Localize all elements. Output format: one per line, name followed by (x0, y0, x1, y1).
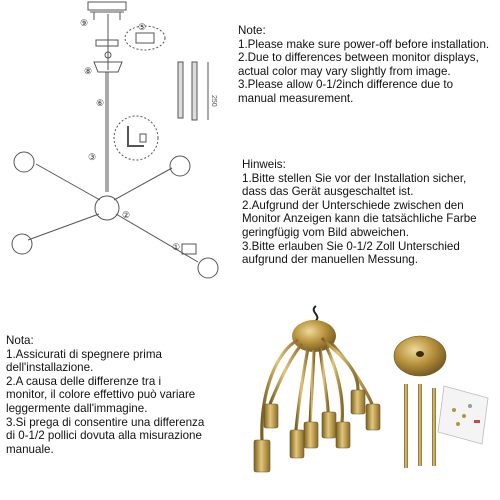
callout-6: ⑥ (96, 98, 105, 108)
sockets (254, 390, 380, 472)
note-line: di 0-1/2 pollici dovuta alla misurazione (6, 429, 202, 443)
arm-upper-right (114, 168, 172, 200)
note-heading: Note: (238, 24, 266, 37)
note-line: 2.A causa delle differenze tra i (6, 374, 162, 388)
note-heading: Nota: (6, 334, 34, 347)
bulb (12, 234, 32, 254)
callout-3: ③ (88, 152, 97, 162)
note-line: monitor, il colore effettivo può variare (6, 388, 196, 402)
callout-9: ⑨ (80, 18, 89, 28)
arm-upper-left (36, 164, 100, 200)
note-line: 1.Please make sure power-off before installation. (238, 37, 490, 51)
chandelier-photo (238, 300, 500, 500)
italian-note (6, 334, 238, 456)
hardware-bag (438, 386, 488, 444)
note-line: Monitor Anzeigen kann die tatsächliche Farbe (242, 212, 477, 226)
note-line: 1.Assicurati di spegnere prima (6, 347, 162, 361)
bulb (198, 258, 218, 278)
ceiling-plate (88, 2, 126, 10)
note-line: 3.Bitte erlauben Sie 0-1/2 Zoll Unterschied (242, 239, 460, 253)
arm-lower-right (116, 214, 198, 262)
note-line: 1.Bitte stellen Sie vor der Installation sicher, (242, 171, 467, 185)
note-line: geringfügig vom Bild abweichen. (242, 225, 409, 239)
note-line: 3.Please allow 0-1/2inch difference due to (238, 78, 454, 92)
german-note (242, 158, 500, 267)
callout-5: ⑤ (138, 22, 147, 32)
english-note (238, 24, 500, 106)
note-line: dell'installazione. (6, 361, 94, 375)
down-rods (404, 384, 436, 468)
note-line: 2.Due to differences between monitor displays, (238, 51, 479, 65)
note-line: manual measurement. (238, 91, 354, 105)
extension-rods (178, 62, 208, 120)
callout-2: ② (122, 210, 131, 220)
note-line: manuale. (6, 442, 54, 456)
note-line: actual color may vary slightly from image. (238, 64, 451, 78)
rod-dimension: 250 (210, 95, 217, 107)
detail-circle (114, 116, 158, 160)
note-line: 3.Si prega di consentire una differenza (6, 415, 205, 429)
bulb (170, 156, 190, 176)
installation-diagram (0, 0, 240, 300)
note-line: leggermente dall'immagine. (6, 401, 148, 415)
note-line: dass das Gerät ausgeschaltet ist. (242, 185, 414, 199)
callout-1: ① (172, 242, 181, 252)
note-heading: Hinweis: (242, 158, 286, 171)
note-line: 2.Aufgrund der Unterschiede zwischen den (242, 198, 464, 212)
note-line: aufgrund der manuellen Messung. (242, 253, 418, 267)
arm-lower-left (28, 214, 99, 240)
callout-8: ⑧ (84, 66, 93, 76)
bulb (14, 152, 34, 172)
